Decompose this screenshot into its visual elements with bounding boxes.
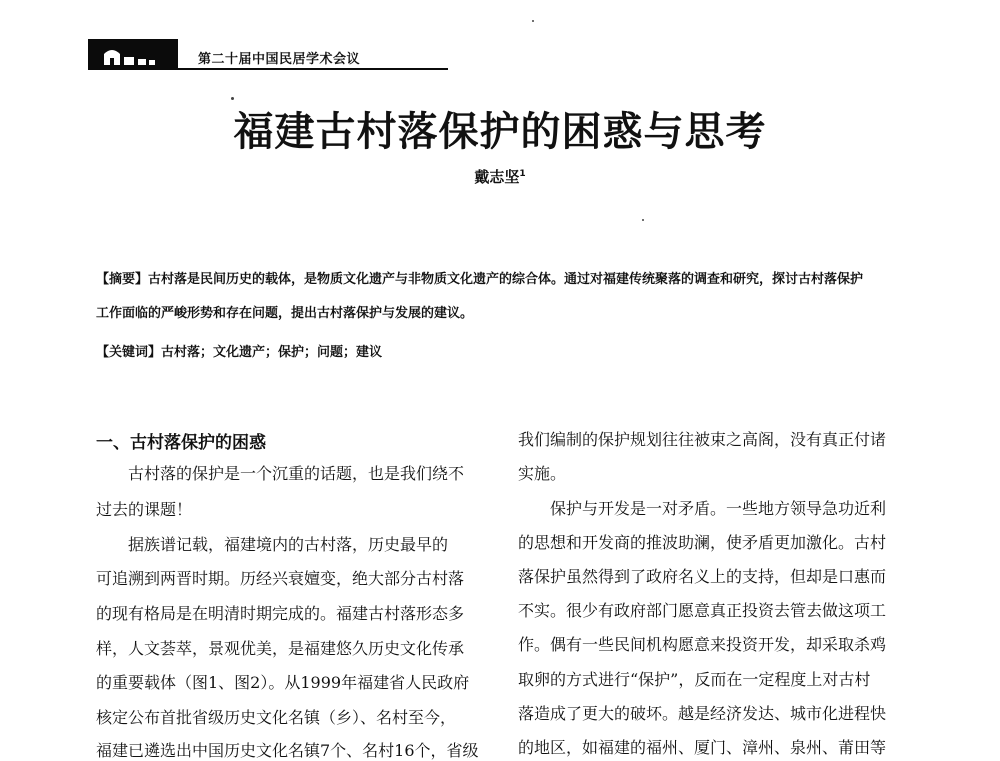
building-icon	[88, 39, 178, 70]
body-line: 作。偶有一些民间机构愿意来投资开发，却采取杀鸡	[518, 635, 887, 654]
keywords	[96, 341, 382, 360]
author	[0, 166, 1000, 187]
abstract-line-2: 工作面临的严峻形势和存在问题，提出古村落保护与发展的建议。	[96, 306, 474, 321]
scan-speck	[642, 219, 644, 221]
body-line: 福建已遴选出中国历史文化名镇7个、名村16个，省级	[96, 741, 479, 760]
keywords-label: 【关键词】	[96, 345, 162, 360]
body-line: 取卵的方式进行“保护”，反而在一定程度上对古村	[518, 670, 871, 689]
body-line: 的重要载体（图1、图2）。从1999年福建省人民政府	[96, 673, 470, 692]
author-name: 戴志坚	[474, 168, 520, 186]
body-line: 实施。	[518, 464, 567, 483]
body-line: 落造成了更大的破坏。越是经济发达、城市化进程快	[518, 704, 887, 723]
scan-speck	[532, 20, 534, 22]
body-line: 的现有格局是在明清时期完成的。福建古村落形态多	[96, 604, 465, 623]
body-line: 核定公布首批省级历史文化名镇（乡）、名村至今，	[96, 708, 457, 727]
paper-title: 福建古村落保护的困惑与思考	[233, 109, 767, 155]
body-line: 落保护虽然得到了政府名义上的支持，但却是口惠而	[518, 567, 887, 586]
conference-header	[88, 39, 361, 70]
section-heading: 一、古村落保护的困惑	[96, 433, 266, 453]
abstract-line-1	[96, 268, 863, 287]
header-divider	[178, 68, 448, 70]
body-line: 据族谱记载，福建境内的古村落，历史最早的	[96, 535, 449, 554]
body-line: 过去的课题！	[96, 500, 193, 519]
keywords-text: 古村落；文化遗产；保护；问题；建议	[161, 345, 383, 360]
body-line: 我们编制的保护规划往往被束之高阁，没有真正付诸	[518, 430, 887, 449]
body-line: 的地区，如福建的福州、厦门、漳州、泉州、莆田等	[518, 738, 887, 757]
conference-name: 第二十届中国民居学术会议	[198, 52, 361, 67]
body-line: 样，人文荟萃，景观优美，是福建悠久历史文化传承	[96, 639, 465, 658]
body-line: 不实。很少有政府部门愿意真正投资去管去做这项工	[518, 601, 887, 620]
body-line: 可追溯到两晋时期。历经兴衰嬗变，绝大部分古村落	[96, 569, 465, 588]
body-line: 的思想和开发商的推波助澜，使矛盾更加激化。古村	[518, 533, 887, 552]
author-footnote-mark: 1	[519, 169, 526, 179]
abstract-label: 【摘要】	[96, 272, 149, 287]
scan-speck	[231, 97, 234, 100]
body-line: 古村落的保护是一个沉重的话题，也是我们绕不	[96, 464, 465, 483]
abstract-text: 古村落是民间历史的载体，是物质文化遗产与非物质文化遗产的综合体。通过对福建传统聚落的调查和研究，探讨古村落保护	[148, 272, 864, 287]
body-line: 保护与开发是一对矛盾。一些地方领导急功近利	[518, 499, 887, 518]
